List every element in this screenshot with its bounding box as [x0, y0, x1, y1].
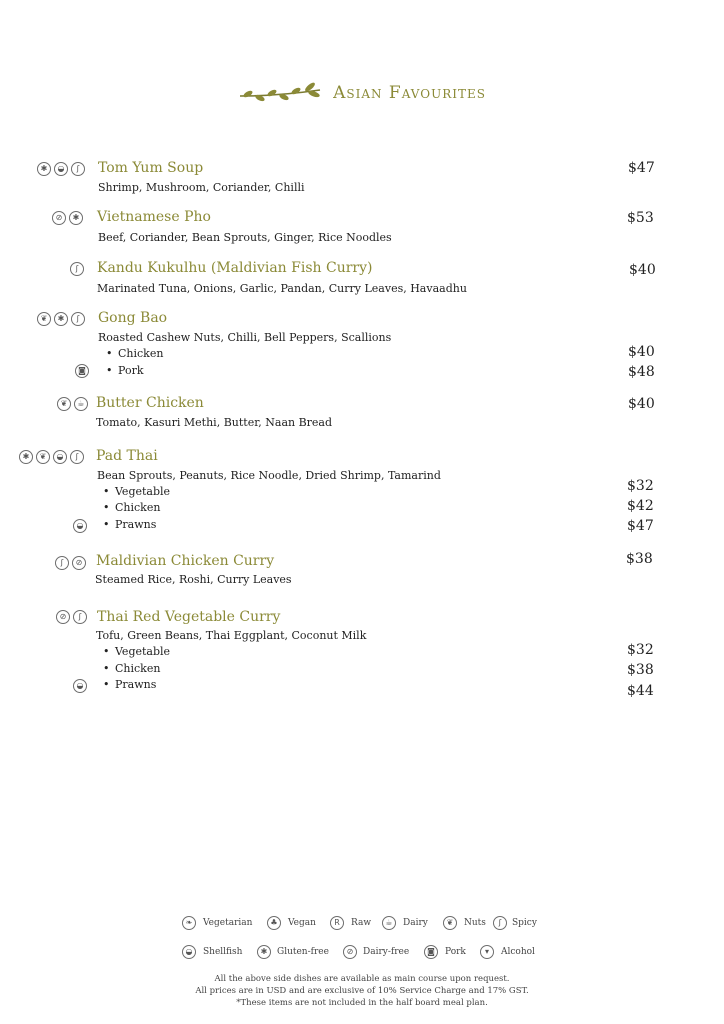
variant-label: • Prawns [103, 678, 156, 691]
legend-label: Nuts [464, 918, 486, 928]
nuts-icon: ❦ [443, 916, 457, 930]
gluten-free-icon: ✱ [54, 312, 68, 326]
dish-name: Vietnamese Pho [97, 209, 211, 225]
variant-price: $38 [627, 662, 654, 678]
dish-description: Tofu, Green Beans, Thai Eggplant, Coconut Milk [96, 629, 367, 642]
spicy-icon: ʃ [70, 450, 84, 464]
variant-label: • Chicken [103, 662, 160, 675]
gluten-free-icon: ✱ [69, 211, 83, 225]
spicy-icon: ʃ [55, 556, 69, 570]
legend-label: Gluten-free [277, 947, 329, 957]
dairy-icon: ☕ [74, 397, 88, 411]
variant-label: • Pork [106, 364, 144, 377]
dish-name: Kandu Kukulhu (Maldivian Fish Curry) [97, 260, 373, 276]
shellfish-icon: ◒ [182, 945, 196, 959]
dairy-free-icon: ⊘ [52, 211, 66, 225]
spicy-icon: ʃ [71, 162, 85, 176]
dish-name: Butter Chicken [96, 395, 204, 411]
footnote: All prices are in USD and are exclusive of 10% Service Charge and 17% GST. [195, 986, 529, 996]
variant-label: • Prawns [103, 518, 156, 531]
shellfish-icon: ◒ [53, 450, 67, 464]
alcohol-icon: ▾ [480, 945, 494, 959]
dish-description: Roasted Cashew Nuts, Chilli, Bell Peppers, Scallions [98, 331, 392, 344]
variant-label: • Chicken [106, 347, 163, 360]
legend-label: Spicy [512, 918, 537, 928]
dish-description: Tomato, Kasuri Methi, Butter, Naan Bread [96, 416, 333, 429]
dish-description: Bean Sprouts, Peanuts, Rice Noodle, Dried Shrimp, Tamarind [97, 469, 441, 482]
variant-price: $48 [628, 364, 655, 380]
dish-name: Maldivian Chicken Curry [96, 553, 275, 569]
nuts-icon: ❦ [37, 312, 51, 326]
dairy-free-icon: ⊘ [56, 610, 70, 624]
variant-price: $44 [627, 683, 654, 699]
pork-icon: ◙ [424, 945, 438, 959]
dish-description: Beef, Coriander, Bean Sprouts, Ginger, Rice Noodles [98, 231, 392, 244]
dish-name: Tom Yum Soup [98, 160, 204, 176]
dish-price: $53 [627, 210, 654, 226]
dish-name: Thai Red Vegetable Curry [97, 609, 281, 625]
shellfish-icon: ◒ [73, 679, 87, 693]
menu-header [0, 82, 724, 104]
dish-price: $38 [626, 551, 653, 567]
dish-name: Gong Bao [98, 310, 168, 326]
spicy-icon: ʃ [73, 610, 87, 624]
variant-label: • Chicken [103, 501, 160, 514]
legend-label: Shellfish [203, 947, 243, 957]
legend-label: Pork [445, 947, 466, 957]
spicy-icon: ʃ [493, 916, 507, 930]
dairy-icon: ☕ [382, 916, 396, 930]
page-title: Asian Favourites [333, 83, 486, 103]
dish-price: $40 [629, 262, 656, 278]
dish-price: $40 [628, 396, 655, 412]
legend-label: Dairy-free [363, 947, 410, 957]
dish-price: $47 [628, 160, 655, 176]
legend-label: Vegan [288, 918, 316, 928]
raw-icon: R [330, 916, 344, 930]
dish-description: Shrimp, Mushroom, Coriander, Chilli [98, 181, 305, 194]
variant-price: $47 [627, 518, 654, 534]
dairy-free-icon: ⊘ [343, 945, 357, 959]
dish-description: Marinated Tuna, Onions, Garlic, Pandan, Curry Leaves, Havaadhu [97, 282, 467, 295]
footnote: All the above side dishes are available as main course upon request. [214, 974, 510, 984]
variant-price: $32 [627, 478, 654, 494]
variant-price: $42 [627, 498, 654, 514]
nuts-icon: ❦ [36, 450, 50, 464]
shellfish-icon: ◒ [54, 162, 68, 176]
variant-label: • Vegetable [103, 485, 170, 498]
nuts-icon: ❦ [57, 397, 71, 411]
olive-branch-icon [238, 82, 324, 104]
legend-label: Dairy [403, 918, 428, 928]
shellfish-icon: ◒ [73, 519, 87, 533]
legend-label: Vegetarian [203, 918, 253, 928]
vegan-icon: ♣ [267, 916, 281, 930]
variant-price: $40 [628, 344, 655, 360]
spicy-icon: ʃ [71, 312, 85, 326]
footnote: *These items are not included in the half board meal plan. [236, 998, 488, 1008]
legend-label: Raw [351, 918, 372, 928]
dish-name: Pad Thai [96, 448, 158, 464]
dish-description: Steamed Rice, Roshi, Curry Leaves [95, 573, 292, 586]
vegetarian-icon: ❧ [182, 916, 196, 930]
legend-label: Alcohol [501, 947, 535, 957]
gluten-free-icon: ✱ [257, 945, 271, 959]
gluten-free-icon: ✱ [19, 450, 33, 464]
variant-label: • Vegetable [103, 645, 170, 658]
pork-icon: ◙ [75, 364, 89, 378]
spicy-icon: ʃ [70, 262, 84, 276]
variant-price: $32 [627, 642, 654, 658]
gluten-free-icon: ✱ [37, 162, 51, 176]
dairy-free-icon: ⊘ [72, 556, 86, 570]
